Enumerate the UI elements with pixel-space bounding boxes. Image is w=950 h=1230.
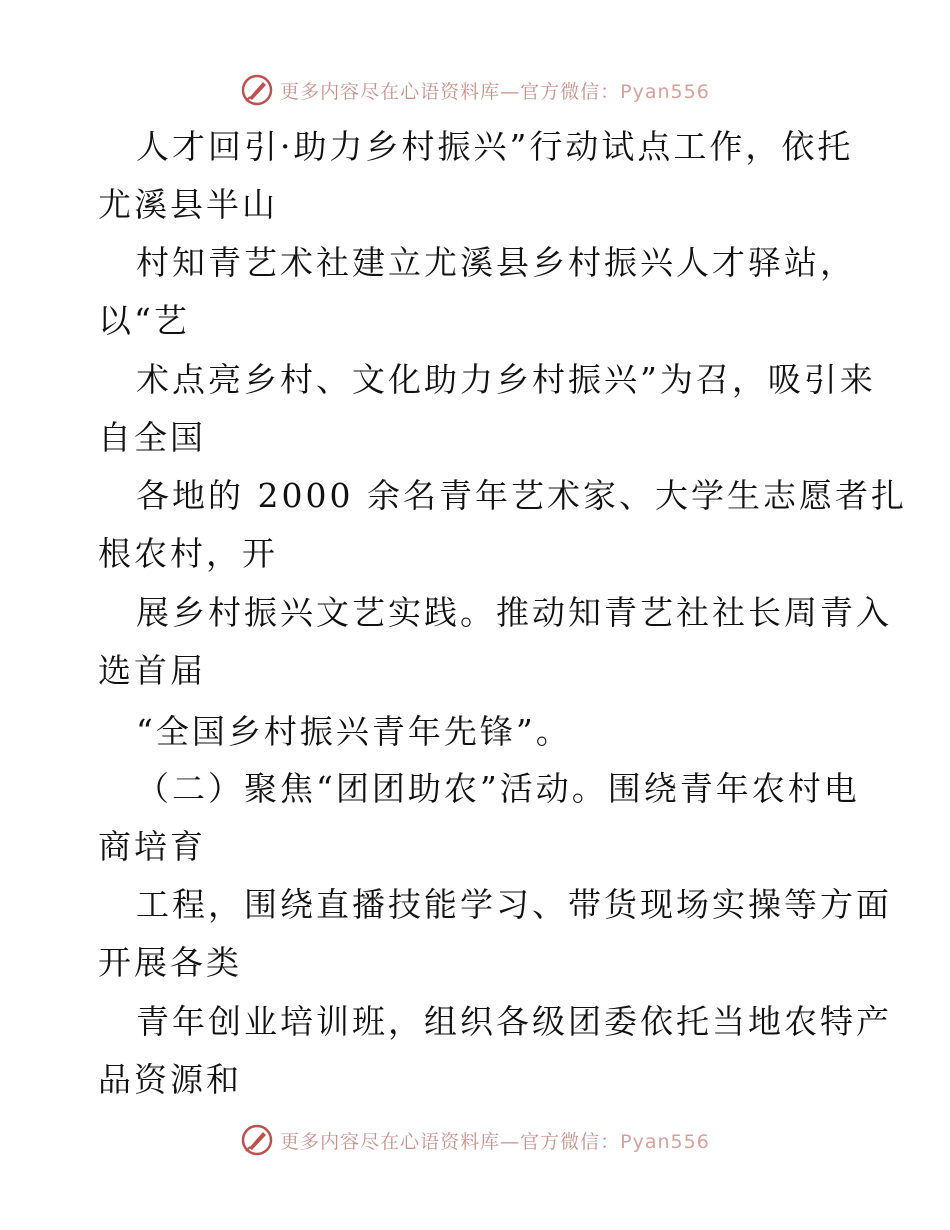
text-line: 尤溪县半山 xyxy=(98,185,278,224)
text-line: 自全国 xyxy=(98,418,206,457)
text-line: 以“艺 xyxy=(98,301,190,340)
text-line: 工程，围绕直播技能学习、带货现场实操等方面 xyxy=(136,885,892,924)
quill-logo-icon xyxy=(240,73,274,107)
watermark-text: 更多内容尽在心语资料库—官方微信：Pyan556 xyxy=(280,80,710,103)
text-line: 人才回引·助力乡村振兴”行动试点工作，依托 xyxy=(136,127,854,166)
text-line: （二）聚焦“团团助农”活动。围绕青年农村电 xyxy=(136,769,860,808)
text-line: 选首届 xyxy=(98,651,206,690)
quill-logo-icon xyxy=(240,1123,274,1157)
text-line: 术点亮乡村、文化助力乡村振兴”为召，吸引来 xyxy=(136,360,876,399)
watermark-text: 更多内容尽在心语资料库—官方微信：Pyan556 xyxy=(280,1130,710,1153)
text-line: 各地的 2000 余名青年艺术家、大学生志愿者扎 xyxy=(136,476,907,515)
text-line: 根农村，开 xyxy=(98,534,278,573)
text-line: 品资源和 xyxy=(98,1060,242,1099)
text-line: 青年创业培训班，组织各级团委依托当地农特产 xyxy=(136,1002,892,1041)
watermark-handle: Pyan556 xyxy=(620,1130,710,1153)
header-watermark xyxy=(0,70,950,110)
text-line: 商培育 xyxy=(98,827,206,866)
text-line: “全国乡村振兴青年先锋”。 xyxy=(136,712,572,751)
text-line: 开展各类 xyxy=(98,943,242,982)
footer-watermark xyxy=(0,1120,950,1160)
text-line: 展乡村振兴文艺实践。推动知青艺社社长周青入 xyxy=(136,593,892,632)
text-line: 村知青艺术社建立尤溪县乡村振兴人才驿站， xyxy=(136,243,856,282)
watermark-handle: Pyan556 xyxy=(620,80,710,103)
